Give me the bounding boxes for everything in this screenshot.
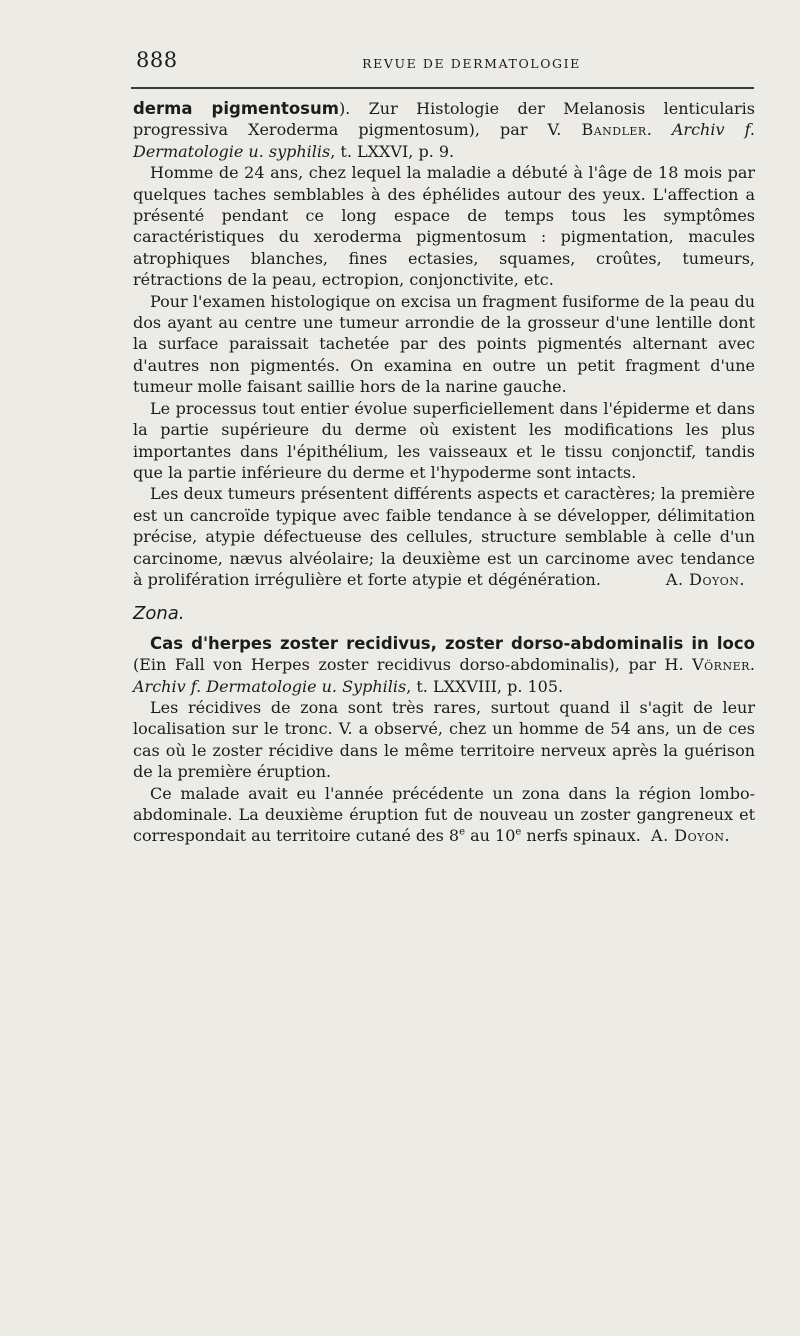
article-1-citation-end: , t. LXXVI, p. 9.: [330, 141, 455, 161]
article-1-journal: Archiv f. Dermatologie u. syphilis: [133, 120, 756, 161]
running-title: REVUE DE DERMATOLOGIE: [362, 56, 581, 71]
article-1-paragraph: Homme de 24 ans, chez lequel la maladie a débuté à l'âge de 18 mois par quelques taches semblables à des éphélides autour des yeux. L'affection a présenté pendant ce long espace de temps tous les symptômes caractéristiques du xeroderma pigmentosum : pigmentation, macules atrophiques blanches, fines ectasies, squames, croûtes, tumeurs, rétractions de la peau, ectropion, conjonctivite, etc.: [133, 163, 755, 290]
article-1-citation-text: ). Zur Histologie der Melanosis lenticularis progressiva Xeroderma pigmentosum), par V.: [133, 99, 755, 140]
article-2-paragraph-text-b: au 10: [465, 826, 516, 846]
article-2-paragraph: Les récidives de zona sont très rares, surtout quand il s'agit de leur localisation sur le tronc. V. a observé, chez un homme de 54 ans, un de ces cas où le zoster récidive dans le même territoire nerveux après la guérison de la première éruption.: [133, 697, 755, 782]
page-number: 888: [136, 48, 178, 72]
article-1-citation: [133, 98, 755, 162]
article-2-citation: [133, 633, 755, 697]
article-2-citation-sep: .: [749, 655, 755, 675]
page-header: [133, 44, 755, 76]
article-1-last-paragraph-text: Les deux tumeurs présentent différents aspects et caractères; la première est un cancroïde typique avec faible tendance à se développer, délimitation précise, atypie défectueuse des cellules, structure semblable à celle d'un carcinome, nævus alvéolaire; la deuxième est un carcinome avec tendance à prolifération irrégulière et forte atypie et dégénération.: [133, 484, 755, 589]
superscript-e: e: [515, 827, 522, 839]
article-1-paragraph: Le processus tout entier évolue superficiellement dans l'épiderme et dans la partie supérieure du derme où existent les modifications les plus importantes dans l'épithélium, les vaisseaux et le tissu conjonctif, tandis que la partie inférieure du derme et l'hypoderme sont intacts.: [133, 398, 755, 482]
article-1-citation-sep: .: [646, 120, 672, 140]
article-1-title-continuation: derma pigmentosum: [133, 99, 339, 118]
header-rule: [131, 87, 754, 89]
article-2-signature: A. Doyon.: [651, 826, 731, 846]
article-2-paragraph-text-c: nerfs spinaux.: [521, 826, 641, 846]
superscript-e: e: [459, 827, 465, 839]
article-2-citation-end: , t. LXXVIII, p. 105.: [406, 676, 564, 696]
article-2-paragraph: [133, 783, 755, 847]
article-1-paragraph: Pour l'examen histologique on excisa un fragment fusiforme de la peau du dos ayant au centre une tumeur arrondie de la grosseur d'une lentille dont la surface paraissait tachetée par des points pigmentés alternant avec d'autres non pigmentés. On examina en outre un petit fragment d'une tumeur molle faisant saillie hors de la narine gauche.: [133, 291, 755, 397]
article-1-signature: A. Doyon.: [665, 569, 745, 589]
article-2-journal: Archiv f. Dermatologie u. Syphilis: [133, 676, 407, 696]
article-1-paragraph: [133, 483, 755, 590]
page-body: [133, 98, 755, 847]
article-2-author: Vörner: [692, 655, 750, 675]
section-heading: Zona.: [133, 603, 185, 625]
article-1-author: Bandler: [581, 120, 647, 140]
article-2-paragraph-text-a: Ce malade avait eu l'année précédente un zona dans la région lombo-abdominale. La deuxième éruption fut de nouveau un zoster gangreneux et correspondait au territoire cutané des 8: [133, 783, 755, 846]
article-2-citation-text: (Ein Fall von Herpes zoster recidivus dorso-abdominalis), par H.: [133, 655, 693, 675]
article-2-title: Cas d'herpes zoster recidivus, zoster dorso-abdominalis in loco: [150, 633, 755, 653]
